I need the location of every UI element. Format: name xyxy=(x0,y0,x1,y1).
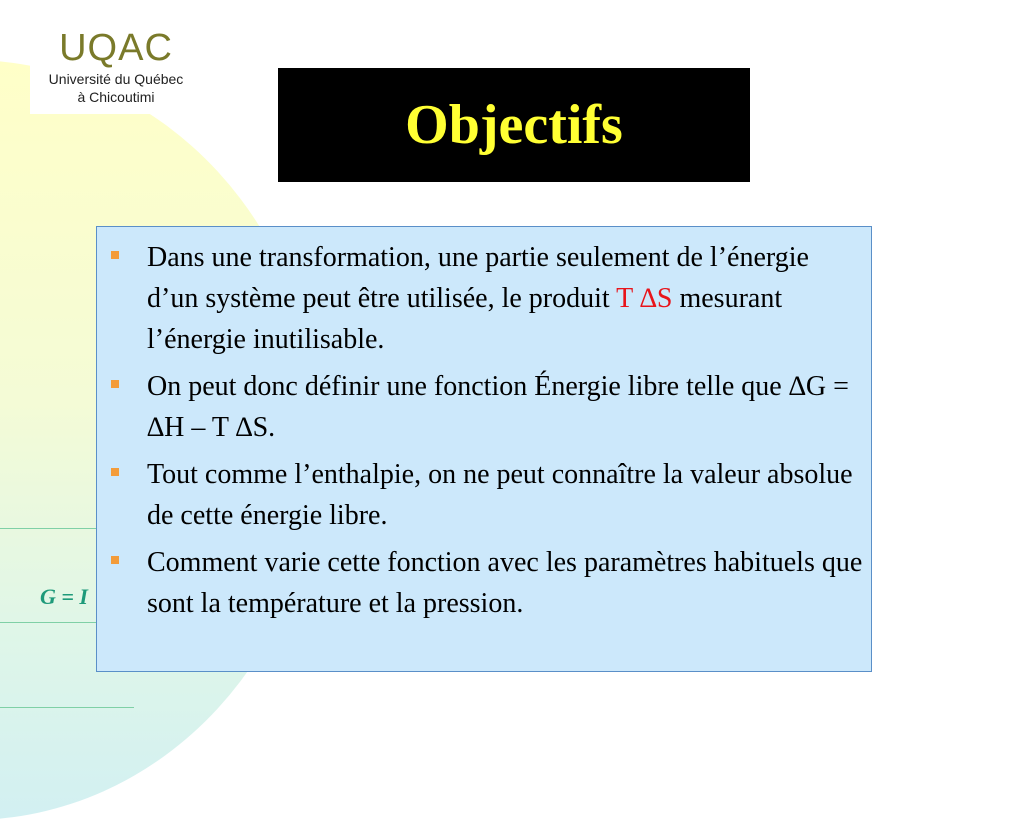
bullet-square-icon xyxy=(111,380,119,388)
bullet-text: On peut donc définir une fonction Énergie libre telle que ∆G = ∆H – T ∆S. xyxy=(147,371,849,443)
bullet-text: mesurant l’énergie inutilisable. xyxy=(147,283,783,355)
bullet-item xyxy=(111,542,863,624)
divider-line xyxy=(0,528,96,529)
logo-name: UQAC xyxy=(59,27,173,69)
content-box xyxy=(96,226,872,672)
bullet-item xyxy=(111,366,863,448)
highlighted-text: T ∆S xyxy=(616,283,673,314)
bullet-list xyxy=(111,237,863,624)
logo-line-1: Université du Québec xyxy=(48,71,184,87)
divider-line xyxy=(0,622,96,623)
bullet-item xyxy=(111,454,863,536)
bullet-text: Comment varie cette fonction avec les paramètres habituels que sont la température et la pression. xyxy=(147,547,863,619)
formula-fragment: G = I xyxy=(40,584,88,609)
divider-line xyxy=(0,707,134,708)
logo-line-2: à Chicoutimi xyxy=(77,89,155,105)
slide-title: Objectifs xyxy=(405,94,623,156)
bullet-square-icon xyxy=(111,468,119,476)
bullet-square-icon xyxy=(111,556,119,564)
bullet-text: Dans une transformation, une partie seulement de l’énergie d’un système peut être utilisée, le produit xyxy=(147,242,809,314)
uqac-logo xyxy=(30,26,202,114)
title-box xyxy=(278,68,750,182)
bullet-item xyxy=(111,237,863,360)
bullet-text: Tout comme l’enthalpie, on ne peut connaître la valeur absolue de cette énergie libre. xyxy=(147,459,853,531)
bullet-square-icon xyxy=(111,251,119,259)
